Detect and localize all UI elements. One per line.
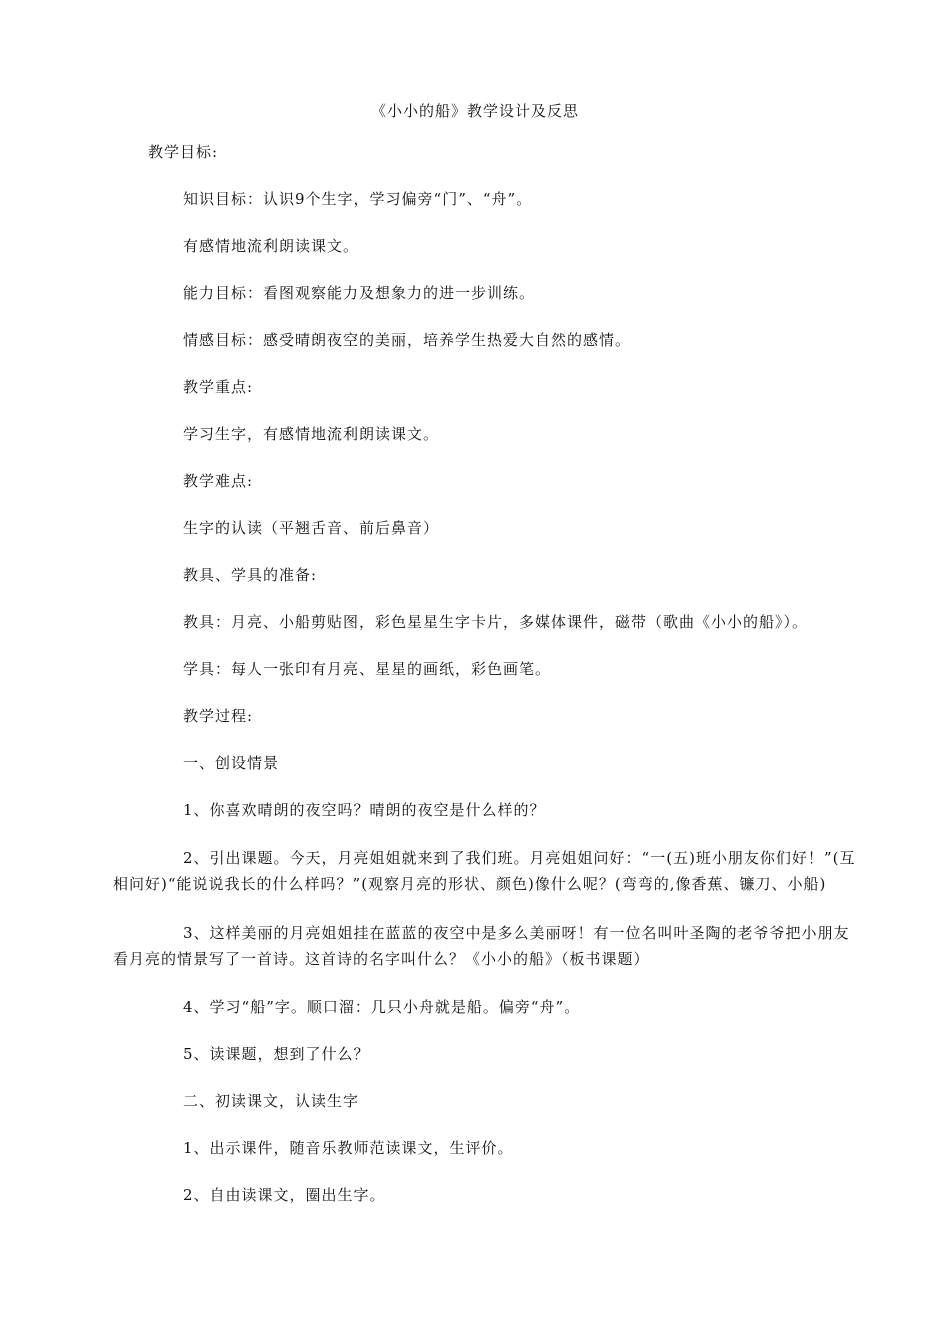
list-item-1-5: 5、读课题，想到了什么？ (183, 1045, 370, 1063)
list-item-2-2: 2、自由读课文，圈出生字。 (183, 1186, 386, 1204)
list-item-1-3: 3、这样美丽的月亮姐姐挂在蓝蓝的夜空中是多么美丽呀！有一位名叫叶圣陶的老爷爷把小朋友看月亮的情景写了一首诗。这首诗的名字叫什么？《小小的船》（板书课题） (113, 924, 850, 968)
list-item-2-1: 1、出示课件，随音乐教师范读课文，生评价。 (183, 1139, 514, 1157)
paragraph-learning-aids: 学具：每人一张印有月亮、星星的画纸，彩色画笔。 (183, 660, 552, 678)
document-title: 《小小的船》教学设计及反思 (370, 102, 579, 120)
paragraph-key-points: 学习生字，有感情地流利朗读课文。 (183, 425, 440, 443)
section-heading-key-points: 教学重点: (183, 378, 254, 396)
paragraph-knowledge-objective: 知识目标：认识9个生字，学习偏旁“门”、“舟”。 (183, 190, 533, 208)
list-item-1-4: 4、学习“船”字。顺口溜：几只小舟就是船。偏旁“舟”。 (183, 998, 581, 1016)
section-heading-objectives: 教学目标: (148, 143, 219, 161)
list-item-1-1: 1、你喜欢晴朗的夜空吗？晴朗的夜空是什么样的？ (183, 801, 546, 819)
section-heading-part-two: 二、初读课文，认读生字 (183, 1092, 360, 1110)
paragraph-emotion-objective: 情感目标：感受晴朗夜空的美丽，培养学生热爱大自然的感情。 (183, 331, 632, 349)
paragraph-teaching-aids: 教具：月亮、小船剪贴图，彩色星星生字卡片，多媒体课件，磁带（歌曲《小小的船》）。 (183, 613, 809, 631)
paragraph-reading-objective: 有感情地流利朗读课文。 (183, 237, 360, 255)
section-heading-process: 教学过程: (183, 707, 254, 725)
section-heading-difficulties: 教学难点: (183, 472, 254, 490)
paragraph-ability-objective: 能力目标：看图观察能力及想象力的进一步训练。 (183, 284, 536, 302)
document-body (113, 140, 863, 1230)
section-heading-part-one: 一、创设情景 (183, 754, 280, 772)
paragraph-difficulties: 生字的认读（平翘舌音、前后鼻音） (183, 519, 440, 537)
section-heading-materials: 教具、学具的准备: (183, 566, 318, 584)
list-item-1-2: 2、引出课题。今天，月亮姐姐就来到了我们班。月亮姐姐问好：“一(五)班小朋友你们好！”(互相问好)“能说说我长的什么样吗？”(观察月亮的形状、颜色)像什么呢？(弯弯的,像香蕉、镰刀、小船) (113, 849, 856, 893)
